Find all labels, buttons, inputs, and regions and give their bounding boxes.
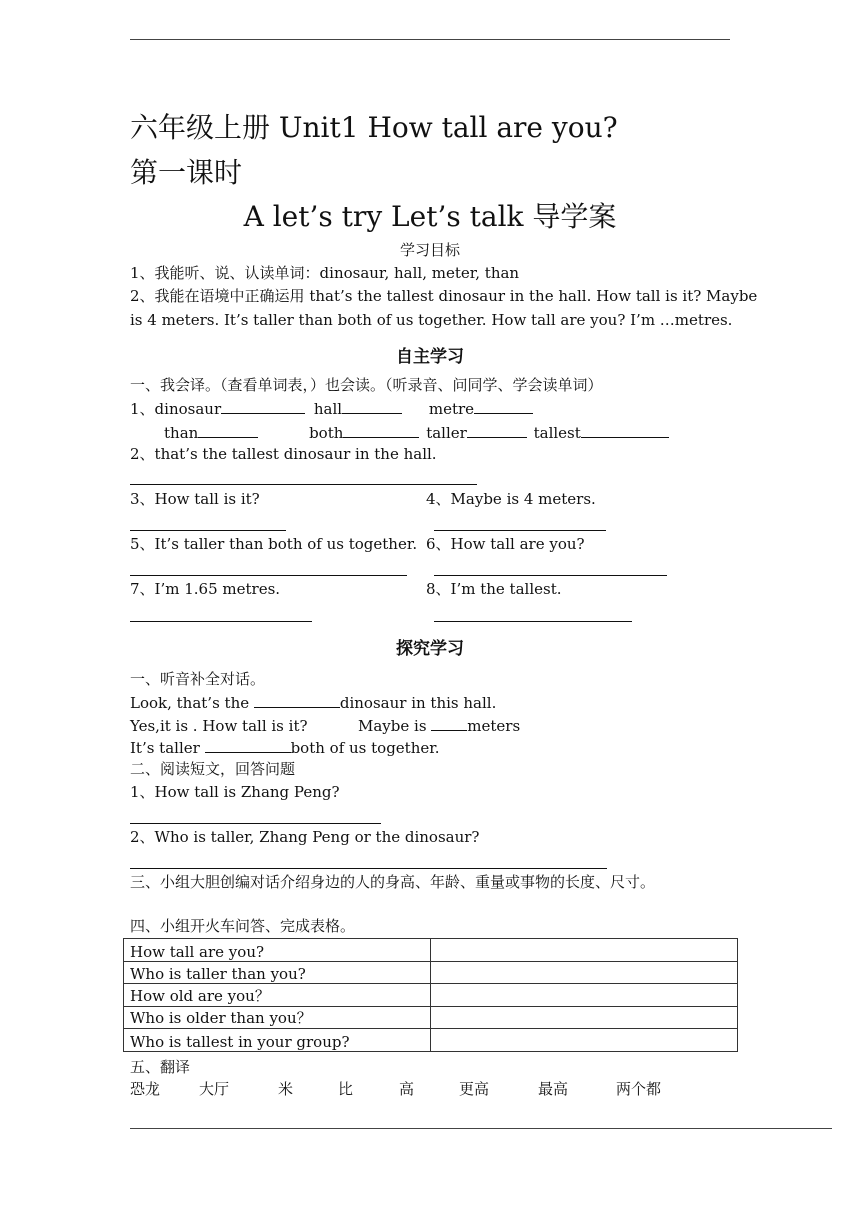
translate-word: 高 [399, 1080, 415, 1098]
answer-line-2[interactable] [130, 484, 477, 485]
blank-dialogue-3[interactable] [205, 752, 291, 753]
blank-hall[interactable] [342, 413, 402, 414]
explore-part4: 四、小组开火车问答、完成表格。 [130, 917, 356, 935]
objective-2-line-2: is 4 meters. It’s taller than both of us together. How tall are you? I’m …metres. [130, 311, 733, 329]
translate-word: 最高 [538, 1080, 569, 1098]
table-row [124, 1029, 738, 1052]
worksheet-title: 六年级上册 Unit1 How tall are you? [130, 111, 618, 144]
explore-heading: 探究学习 [396, 639, 464, 659]
table-row [124, 1006, 738, 1029]
translate-word: 比 [338, 1080, 354, 1098]
reading-question-2: 2、Who is taller, Zhang Peng or the dinosaur? [130, 828, 480, 846]
answer-line-5[interactable] [130, 575, 407, 576]
translate-word: 恐龙 [130, 1080, 161, 1098]
sentence-6: 6、How tall are you? [426, 535, 585, 553]
blank-metre[interactable] [474, 413, 533, 414]
question-table [123, 938, 738, 1052]
blank-taller[interactable] [467, 437, 527, 438]
vocab-tallest: tallest [533, 424, 581, 442]
translate-word: 大厅 [199, 1080, 230, 1098]
table-question: How tall are you? [124, 939, 431, 962]
blank-both[interactable] [343, 437, 419, 438]
blank-tallest[interactable] [581, 437, 669, 438]
explore-part3: 三、小组大胆创编对话介绍身边的人的身高、年龄、重量或事物的长度、尺寸。 [130, 873, 656, 891]
answer-line-3[interactable] [130, 530, 286, 531]
translate-heading: 五、翻译 [130, 1058, 191, 1076]
translate-word: 米 [278, 1080, 294, 1098]
dialogue-line-2b [358, 716, 520, 736]
translate-word: 两个都 [616, 1080, 662, 1098]
objectives-heading: 学习目标 [399, 241, 460, 259]
item-number: 1、 [130, 400, 155, 418]
table-answer-cell[interactable] [431, 1006, 738, 1029]
answer-line-q2[interactable] [130, 868, 607, 869]
self-study-heading: 自主学习 [396, 347, 464, 367]
vocab-dinosaur: dinosaur [154, 400, 222, 418]
dialogue-2-end: meters [467, 717, 521, 735]
objective-2-line-1: 2、我能在语境中正确运用 that’s the tallest dinosaur in the hall. How tall is it? Maybe [130, 287, 758, 305]
lesson-period: 第一课时 [130, 156, 243, 189]
dialogue-1-end: dinosaur in this hall. [339, 694, 497, 712]
sentence-3: 3、How tall is it? [130, 490, 260, 508]
sentence-5: 5、It’s taller than both of us together. [130, 535, 418, 553]
header-rule [130, 39, 730, 40]
table-row [124, 984, 738, 1007]
objective-1: 1、我能听、说、认读单词：dinosaur, hall, meter, than [130, 264, 520, 282]
dialogue-line-3 [130, 738, 440, 758]
footer-rule [130, 1128, 832, 1129]
table-row [124, 939, 738, 962]
dialogue-3-end: both of us together. [290, 739, 440, 757]
dialogue-line-1 [130, 693, 496, 713]
vocab-both: both [309, 424, 344, 442]
sentence-7: 7、I’m 1.65 metres. [130, 580, 281, 598]
blank-dialogue-2[interactable] [431, 730, 467, 731]
table-question: How old are you？ [124, 984, 431, 1007]
sentence-2: 2、that’s the tallest dinosaur in the hall. [130, 445, 437, 463]
answer-line-q1[interactable] [130, 823, 381, 824]
vocab-taller: taller [426, 424, 467, 442]
table-question: Who is taller than you? [124, 961, 431, 984]
table-question: Who is tallest in your group? [124, 1029, 431, 1052]
blank-dialogue-1[interactable] [254, 707, 340, 708]
explore-part2: 二、阅读短文，回答问题 [130, 760, 296, 778]
vocab-than: than [164, 424, 199, 442]
sentence-8: 8、I’m the tallest. [426, 580, 562, 598]
dialogue-line-2a: Yes,it is . How tall is it? [130, 717, 308, 735]
part1-instruction: 一、我会译。（查看单词表，）也会读。（听录音、问同学、学会读单词） [130, 376, 603, 394]
vocab-metre: metre [428, 400, 475, 418]
table-answer-cell[interactable] [431, 984, 738, 1007]
dialogue-2-start: Maybe is [358, 717, 432, 735]
dialogue-1-start: Look, that’s the [130, 694, 254, 712]
table-row [124, 961, 738, 984]
vocab-row-1 [130, 399, 533, 419]
blank-dinosaur[interactable] [221, 413, 305, 414]
vocab-hall: hall [313, 400, 343, 418]
answer-line-6[interactable] [434, 575, 667, 576]
reading-question-1: 1、How tall is Zhang Peng? [130, 783, 340, 801]
answer-line-7[interactable] [130, 621, 312, 622]
dialogue-3-start: It’s taller [130, 739, 205, 757]
table-question: Who is older than you？ [124, 1006, 431, 1029]
worksheet-subtitle: A let’s try Let’s talk 导学案 [243, 200, 617, 233]
vocab-row-2 [164, 423, 669, 443]
table-answer-cell[interactable] [431, 961, 738, 984]
answer-line-4[interactable] [434, 530, 606, 531]
translate-word: 更高 [459, 1080, 490, 1098]
table-answer-cell[interactable] [431, 1029, 738, 1052]
sentence-4: 4、Maybe is 4 meters. [426, 490, 596, 508]
answer-line-8[interactable] [434, 621, 632, 622]
blank-than[interactable] [198, 437, 258, 438]
explore-part1: 一、听音补全对话。 [130, 670, 266, 688]
table-answer-cell[interactable] [431, 939, 738, 962]
